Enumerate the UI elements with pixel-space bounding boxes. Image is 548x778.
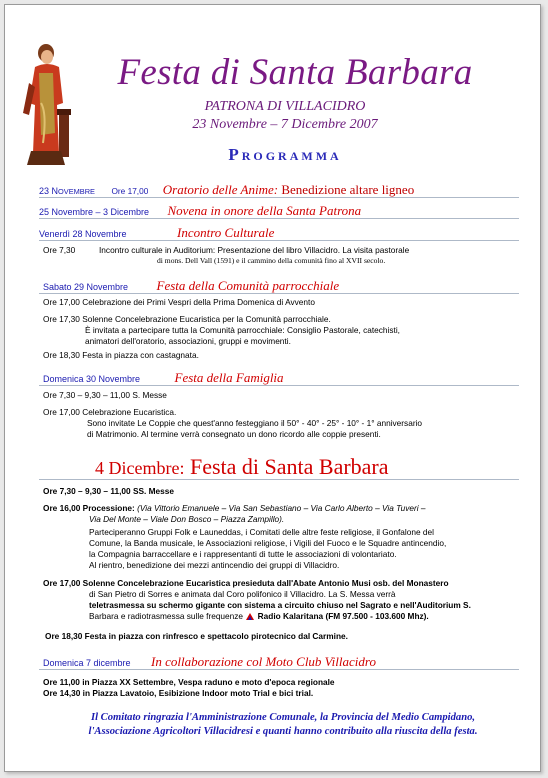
divider [39,218,519,219]
event-line: Ore 14,30 in Piazza Lavatoio, Esibizione Indoor moto Trial e bici trial. [43,688,314,698]
event-date: Sabato 29 Novembre [43,282,129,292]
event-date: 4 Dicembre: [95,458,185,478]
event-date: 23 NOVEMBRE [39,186,95,196]
event-line: Ore 18,30 Festa in piazza con rinfresco e spettacolo pirotecnico dal Carmine. [45,631,348,641]
event-line: Ore 11,00 in Piazza XX Settembre, Vespa raduno e moto d'epoca regionale [43,677,335,687]
thanks-line: Il Comitato ringrazia l'Amministrazione Comunale, la Provincia del Medio Campidano, [90,712,476,723]
divider [39,197,519,198]
event-line: di San Pietro di Sorres e animata dal Coro polifonico il Villacidro. La S. Messa verrà [89,589,396,599]
radio-kalaritana-logo [245,612,255,621]
event-line: Sono invitate Le Coppie che quest'anno festeggiano il 50° - 40° - 25° - 10° - 1° anniversario [87,418,423,428]
event-line: Via Del Monte – Viale Don Bosco – Piazza Zampillo). [89,514,285,524]
main-day-title [95,454,495,480]
event-desc: Benedizione altare ligneo [278,182,415,197]
event-time: Ore 7,30 [43,245,76,255]
event-line: È invitata a partecipare tutta la Comunità parrocchiale: Consiglio Pastorale, catechisti, [85,325,400,335]
event-line: Ore 17,30 Solenne Concelebrazione Eucaristica per la Comunità parrocchiale. [43,314,331,324]
event-line: di mons. Dell Vall (1591) e il cammino della comunità fino al XVII secolo. [157,256,386,265]
event-line: animatori dell'oratorio, associazioni, gruppi e movimenti. [85,336,291,346]
event-date: Domenica 30 Novembre [43,374,141,384]
event-title: Incontro Culturale [177,225,275,240]
event-line: Ore 18,30 Festa in piazza con castagnata. [43,350,199,360]
event-line: Ore 16,00 Processione: (Via Vittorio Emanuele – Via San Sebastiano – Via Carlo Alberto – Via Tuveri – [43,503,426,513]
event-line: Ore 7,30 – 9,30 – 11,00 S. Messe [43,390,167,400]
event-line: Ore 17,00 Solenne Concelebrazione Eucaristica presieduta dall'Abate Antonio Musi osb. del Monastero [43,578,449,588]
event-line: Comune, la Banda musicale, le Associazioni religiose, i Vigili del Fuoco e le Squadre antincendio, [89,538,447,548]
event-title: Festa di Santa Barbara [184,454,389,479]
event-line: teletrasmessa su schermo gigante con sistema a circuito chiuso nel Sagrato e nell'Auditorium S. [89,600,471,610]
event-line: Ore 17,00 Celebrazione Eucaristica. [43,407,177,417]
flyer-page [4,4,541,772]
event-title: In collaborazione col Moto Club Villacidro [151,654,376,669]
event-line: la Compagnia barraccellare e i rappresentanti di tutte le associazioni di volontariato. [89,549,397,559]
patron-subtitle: PATRONA DI VILLACIDRO [204,99,366,114]
event-line: Incontro culturale in Auditorium: Presentazione del libro Villacidro. La visita pastorale [99,245,410,255]
event-title: Festa della Famiglia [174,370,284,385]
event-date: Domenica 7 dicembre [43,658,131,668]
event-date: 25 Novembre – 3 Dicembre [39,207,150,217]
thanks-line: l'Associazione Agricoltori Villacidresi e quanti hanno contribuito alla riuscita della festa. [88,726,478,737]
divider [39,240,519,241]
saint-statue-image [19,43,73,169]
divider [39,293,519,294]
event-time: Ore 17,00 [111,186,149,196]
divider [39,385,519,386]
event-title: Oratorio delle Anime: [162,182,279,197]
programma-heading: Programma [228,145,342,164]
divider [39,479,519,480]
event-title: Novena in onore della Santa Patrona [167,203,362,218]
divider [39,669,519,670]
festival-dates: 23 Novembre – 7 Dicembre 2007 [192,117,378,132]
event-line: di Matrimonio. Al termine verrà consegnato un dono ricordo alle coppie presenti. [87,429,381,439]
event-line: Barbara e radiotrasmessa sulle frequenze Radio Kalaritana (FM 97.500 - 103.600 Mhz). [89,611,429,621]
event-line: Parteciperanno Gruppi Folk e Launeddas, i Comitati delle altre feste religiose, il Gonfalone del [89,527,434,537]
event-line: Al rientro, benedizione dei mezzi antincendio dei gruppi di Villacidro. [89,560,340,570]
event-title: Festa della Comunità parrocchiale [156,278,340,293]
page-title: Festa di Santa Barbara [117,52,473,93]
event-line: Ore 17,00 Celebrazione dei Primi Vespri della Prima Domenica di Avvento [43,297,315,307]
thanks-note [33,711,533,739]
event-date: Venerdì 28 Novembre [39,229,127,239]
event-line: Ore 7,30 – 9,30 – 11,00 SS. Messe [43,486,175,496]
